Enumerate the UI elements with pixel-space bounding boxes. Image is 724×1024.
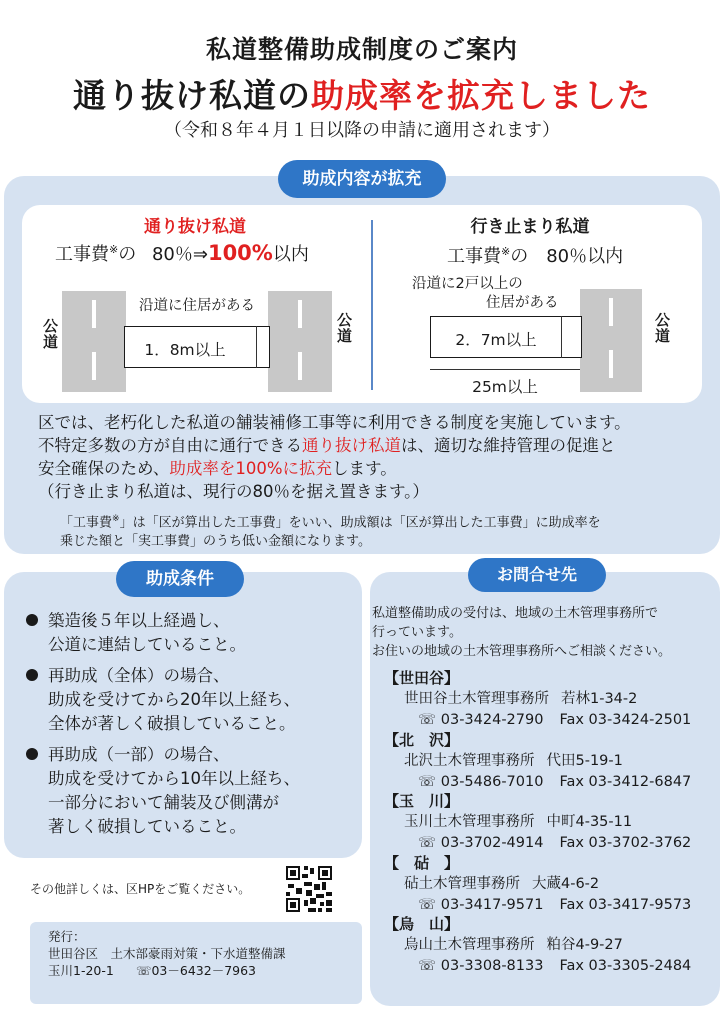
through-residence: 沿道に住居がある xyxy=(139,298,255,314)
office-phone-row xyxy=(384,956,718,977)
road-marking xyxy=(92,352,96,380)
paragraph-line3-a: 安全確保のため、 xyxy=(38,459,170,478)
paragraph-line3-b: します。 xyxy=(332,459,397,478)
road-marking xyxy=(298,300,302,328)
deadend-mark: ※ xyxy=(501,245,511,258)
condition-item-3 xyxy=(26,743,356,839)
office-address: 粕谷4-9-27 xyxy=(546,937,623,953)
phone-icon-tel[interactable]: ☏ 03-3424-2790 xyxy=(418,712,544,728)
title-red: 助成率を拡充しました xyxy=(311,76,651,115)
office-name: 玉川土木管理事務所 xyxy=(404,814,535,830)
office-tamagawa xyxy=(384,791,718,854)
expansion-paragraph xyxy=(38,411,708,503)
bullet-dot-icon xyxy=(26,748,38,760)
condition-2-line1: 再助成（全体）の場合、 xyxy=(48,666,230,685)
office-fax: Fax 03-3424-2501 xyxy=(559,712,692,728)
office-address: 代田5-19-1 xyxy=(546,753,623,769)
deadend-width-label: 2．7m以上 xyxy=(455,331,537,349)
through-public-road-left: 公道 xyxy=(41,318,59,350)
office-name-row xyxy=(384,874,718,895)
phone-icon-tel[interactable]: ☏ 03-5486-7010 xyxy=(418,774,544,790)
phone-icon-tel[interactable]: ☏ 03-3702-4914 xyxy=(418,835,544,851)
office-name-row xyxy=(384,935,718,956)
publisher-contact xyxy=(48,962,358,979)
deadend-residence-line2: 住居がある xyxy=(486,295,559,311)
through-cost-label: 工事費 xyxy=(55,244,109,265)
through-cost-suffix: の xyxy=(118,244,137,265)
office-name: 砧土木管理事務所 xyxy=(404,876,520,892)
through-new-rate: 100% xyxy=(207,241,273,265)
office-name: 世田谷土木管理事務所 xyxy=(404,691,549,707)
condition-item-1 xyxy=(26,609,356,657)
condition-3-line4: 著しく破損していること。 xyxy=(48,817,246,836)
footnote-line1-a: 「工事費 xyxy=(60,515,113,531)
deadend-residence xyxy=(412,275,582,313)
condition-item-2 xyxy=(26,664,356,736)
footnote-line1 xyxy=(60,510,710,532)
office-fax: Fax 03-3412-6847 xyxy=(559,774,692,790)
office-area: 【玉 川】 xyxy=(384,792,460,810)
phone-icon-tel[interactable]: ☏ 03-3308-8133 xyxy=(418,958,544,974)
condition-3-line1: 再助成（一部）の場合、 xyxy=(48,745,230,764)
condition-3-line3: 一部分において舗装及び側溝が xyxy=(48,793,279,812)
footnote-line2: 乗じた額と「実工事費」のうち低い金額になります。 xyxy=(60,534,371,550)
details-note: その他詳しくは、区HPをご覧ください。 xyxy=(30,882,251,896)
bullet-dot-icon xyxy=(26,614,38,626)
paragraph-line2-a: 不特定多数の方が自由に通行できる xyxy=(38,436,302,455)
expansion-pill: 助成内容が拡充 xyxy=(278,160,446,198)
office-fax: Fax 03-3417-9573 xyxy=(559,897,692,913)
contact-pill: お問合せ先 xyxy=(468,558,606,592)
office-kitazawa xyxy=(384,730,718,793)
card-divider xyxy=(371,220,373,390)
header-subtitle: 私道整備助成制度のご案内 xyxy=(205,35,518,64)
through-rate xyxy=(55,240,355,266)
deadend-width-dimension xyxy=(561,316,562,358)
qr-code-icon[interactable] xyxy=(284,864,334,914)
paragraph-line4: （行き止まり私道は、現行の80％を据え置きます。） xyxy=(38,482,429,501)
expansion-footnote xyxy=(60,510,710,551)
condition-2-line3: 全体が著しく破損していること。 xyxy=(48,714,296,733)
office-phone-row xyxy=(384,710,718,731)
office-phone-row xyxy=(384,833,718,854)
footnote-line1-b: 」は「区が算出した工事費」をいい、助成額は「区が算出した工事費」に助成率を xyxy=(119,515,601,531)
office-area: 【 砧 】 xyxy=(384,854,460,872)
footnote-mark: ※ xyxy=(112,514,120,524)
through-public-road-right: 公道 xyxy=(335,312,353,344)
paragraph-line2-b: は、適切な維持管理の促進と xyxy=(401,436,616,455)
office-kinuta xyxy=(384,853,718,916)
through-limit: 以内 xyxy=(272,244,309,265)
office-address: 大蔵4-6-2 xyxy=(532,876,600,892)
office-phone-row xyxy=(384,895,718,916)
office-address: 中町4-35-11 xyxy=(546,814,633,830)
office-phone-row xyxy=(384,772,718,793)
road-marking xyxy=(609,350,613,378)
publisher-info xyxy=(48,928,358,979)
title-black: 通り抜け私道の xyxy=(73,76,311,115)
phone-icon-tel[interactable]: ☏ 03-3417-9571 xyxy=(418,897,544,913)
office-setagaya xyxy=(384,668,718,731)
through-width-dimension xyxy=(256,326,257,368)
deadend-heading: 行き止まり私道 xyxy=(470,217,590,237)
deadend-residence-line1: 沿道に2戸以上の xyxy=(412,276,523,292)
condition-1-line2: 公道に連結していること。 xyxy=(48,635,246,654)
road-marking xyxy=(609,298,613,326)
condition-3-line2: 助成を受けてから10年以上経ち、 xyxy=(48,769,300,788)
deadend-cost-label: 工事費 xyxy=(447,246,501,267)
road-marking xyxy=(92,300,96,328)
contact-intro-line1: 私道整備助成の受付は、地域の土木管理事務所で xyxy=(372,606,659,621)
office-name-row xyxy=(384,689,718,710)
road-marking xyxy=(298,352,302,380)
condition-1-line1: 築造後５年以上経過し、 xyxy=(48,611,230,630)
conditions-pill: 助成条件 xyxy=(116,561,244,597)
office-name-row xyxy=(384,751,718,772)
contact-intro-line2: 行っています。 xyxy=(372,625,462,640)
office-fax: Fax 03-3305-2484 xyxy=(559,958,692,974)
publisher-label: 発行： xyxy=(48,929,86,944)
office-karasuyama xyxy=(384,914,718,977)
deadend-rate xyxy=(447,242,687,268)
deadend-public-road: 公道 xyxy=(653,312,671,344)
through-old-rate: 80％⇒ xyxy=(151,244,208,265)
office-area: 【世田谷】 xyxy=(384,669,460,687)
publisher-tel: ☏03－6432－7963 xyxy=(135,963,257,978)
deadend-length-label: 25m以上 xyxy=(472,378,538,396)
paragraph-line2-red: 通り抜け私道 xyxy=(302,436,401,455)
through-heading: 通り抜け私道 xyxy=(144,217,246,237)
paragraph-line2 xyxy=(38,434,708,457)
office-area: 【烏 山】 xyxy=(384,915,460,933)
bullet-dot-icon xyxy=(26,669,38,681)
office-name: 北沢土木管理事務所 xyxy=(404,753,535,769)
office-address: 若林1-34-2 xyxy=(561,691,638,707)
publisher-address: 玉川1-20-1 xyxy=(48,963,114,978)
condition-2-line2: 助成を受けてから20年以上経ち、 xyxy=(48,690,300,709)
paragraph-line1: 区では、老朽化した私道の舗装補修工事等に利用できる制度を実施しています。 xyxy=(38,413,631,432)
deadend-cost-suffix: の 80％以内 xyxy=(510,246,624,267)
office-name: 烏山土木管理事務所 xyxy=(404,937,535,953)
deadend-length-dimension xyxy=(430,369,580,370)
through-mark: ※ xyxy=(109,243,119,256)
paragraph-line3 xyxy=(38,457,708,480)
contact-intro xyxy=(372,604,720,661)
office-name-row xyxy=(384,812,718,833)
contact-intro-line3: お住いの地域の土木管理事務所へご相談ください。 xyxy=(372,644,672,659)
page-title xyxy=(0,70,724,117)
header-note: （令和８年４月１日以降の申請に適用されます） xyxy=(164,120,560,141)
publisher-dept: 世田谷区 土木部豪雨対策・下水道整備課 xyxy=(48,946,286,961)
office-area: 【北 沢】 xyxy=(384,731,460,749)
paragraph-line3-red: 助成率を100%に拡充 xyxy=(169,459,333,478)
office-fax: Fax 03-3702-3762 xyxy=(559,835,692,851)
through-width-label: 1．8m以上 xyxy=(144,341,226,359)
